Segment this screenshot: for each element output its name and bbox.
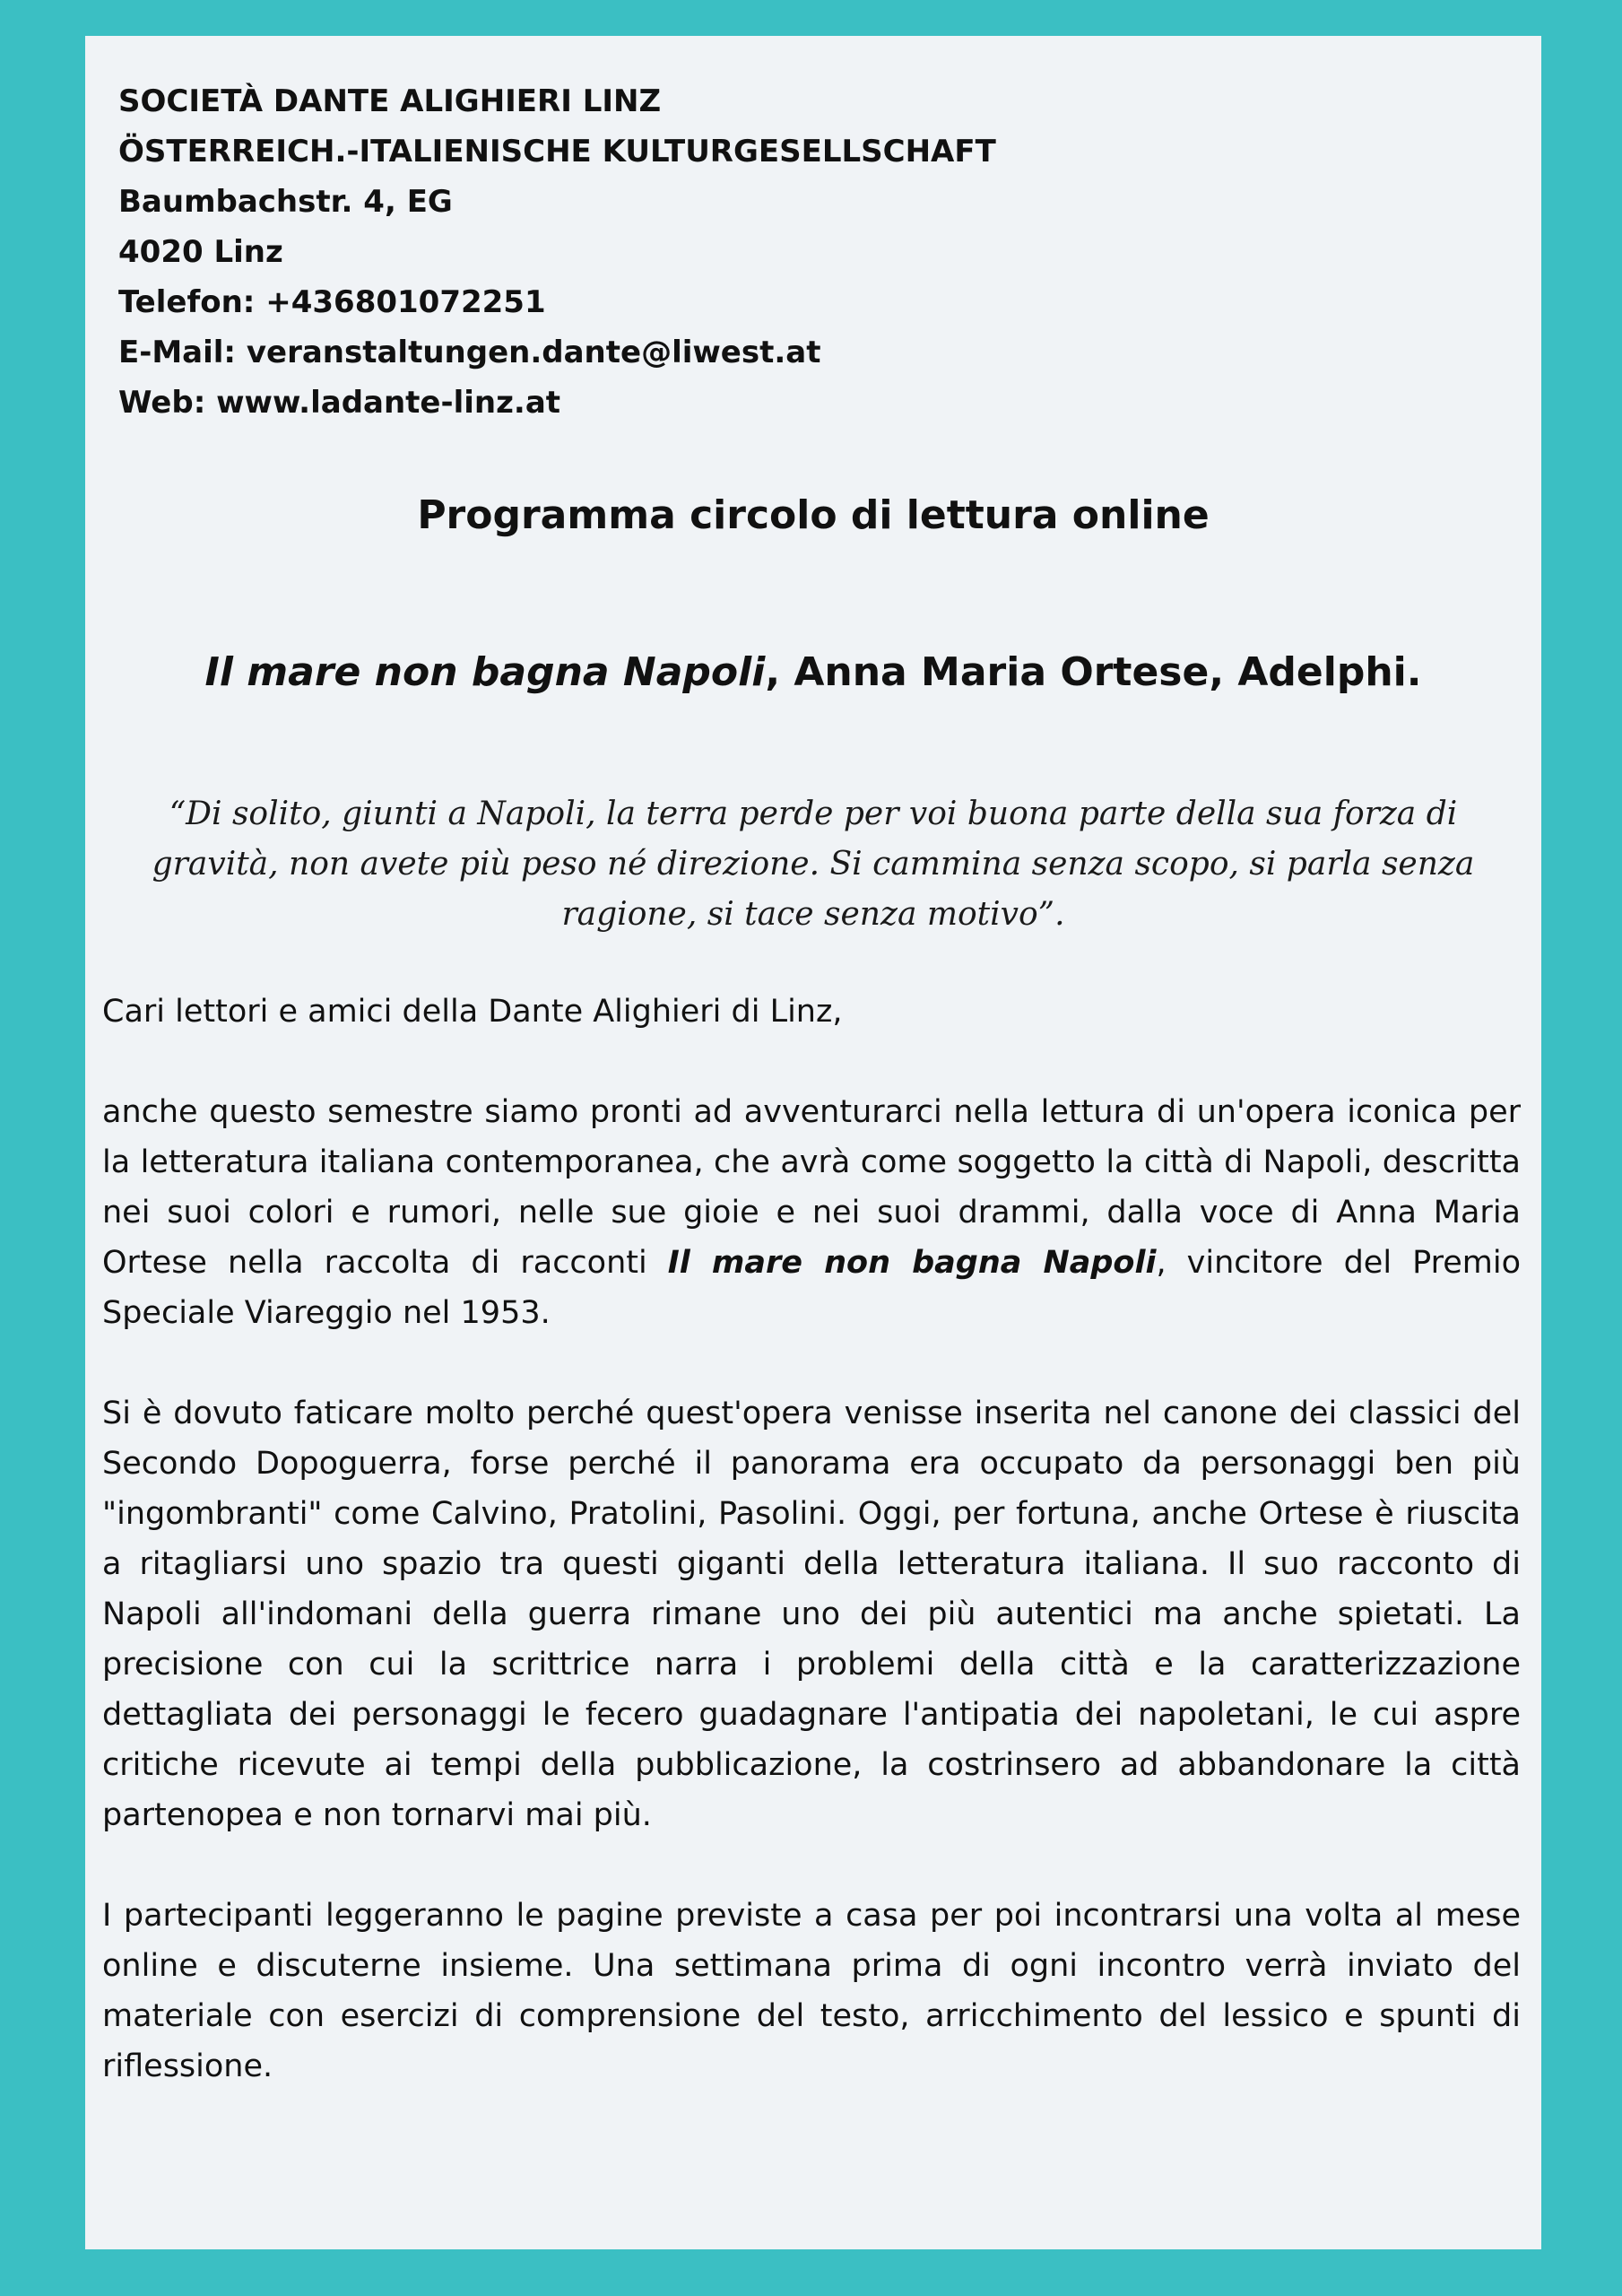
- greeting: Cari lettori e amici della Dante Alighieri di Linz,: [102, 994, 843, 1030]
- book-author-publisher: , Anna Maria Ortese, Adelphi.: [765, 649, 1422, 695]
- document-page: [85, 36, 1541, 2249]
- letter-body: [102, 987, 1521, 2142]
- org-web[interactable]: Web: www.ladante-linz.at: [118, 385, 561, 421]
- org-name: SOCIETÀ DANTE ALIGHIERI LINZ: [118, 83, 662, 119]
- org-subtitle: ÖSTERREICH.-ITALIENISCHE KULTURGESELLSCHAFT: [118, 134, 996, 170]
- paragraph-intro: [102, 1087, 1521, 1338]
- book-quote: “Di solito, giunti a Napoli, la terra perde per voi buona parte della sua forza di gravità, non avete più peso né direzione. Si cammina senza scopo, si parla senza ragione, si tace senza motivo”.: [152, 796, 1475, 933]
- program-title: Programma circolo di lettura online: [417, 492, 1210, 538]
- book-heading: [85, 646, 1541, 700]
- book-title: Il mare non bagna Napoli: [204, 649, 766, 695]
- org-email[interactable]: E-Mail: veranstaltungen.dante@liwest.at: [118, 335, 821, 370]
- paragraph-intro-text: anche questo semestre siamo pronti ad avventurarci nella lettura di un'opera iconica per la letteratura italiana contemporanea, che avrà come soggetto la città di Napoli, descritta nei suoi colori e rumori, nelle sue gioie e nei suoi drammi, dalla voce di Anna Maria Ortese nella raccolta di racconti: [102, 1094, 1521, 1281]
- org-street: Baumbachstr. 4, EG: [118, 184, 453, 220]
- paragraph-context: Si è dovuto faticare molto perché quest'opera venisse inserita nel canone dei classici del Secondo Dopoguerra, forse perché il panorama era occupato da personaggi ben più "ingombranti" come Calvino, Pratolini, Pasolini. Oggi, per fortuna, anche Ortese è riuscita a ritagliarsi uno spazio tra questi giganti della letteratura italiana. Il suo racconto di Napoli all'indomani della guerra rimane uno dei più autentici ma anche spietati. La precisione con cui la scrittrice narra i problemi della città e la caratterizzazione dettagliata dei personaggi le fecero guadagnare l'antipatia dei napoletani, le cui aspre critiche ricevute ai tempi della pubblicazione, la costrinsero ad abbandonare la città partenopea e non tornarvi mai più.: [102, 1396, 1521, 1833]
- org-phone: Telefon: +436801072251: [118, 284, 546, 320]
- paragraph-format: I partecipanti leggeranno le pagine previste a casa per poi incontrarsi una volta al mese online e discuterne insieme. Una settimana prima di ogni incontro verrà inviato del materiale con esercizi di comprensione del testo, arricchimento del lessico e spunti di riflessione.: [102, 1898, 1521, 2084]
- paragraph-intro-book-title: Il mare non bagna Napoli: [667, 1245, 1157, 1281]
- organization-header: [118, 76, 996, 428]
- paragraph-intro-text-end: , vincitore del Premio Speciale Viareggio nel 1953.: [102, 1245, 1521, 1331]
- org-city: 4020 Linz: [118, 234, 283, 270]
